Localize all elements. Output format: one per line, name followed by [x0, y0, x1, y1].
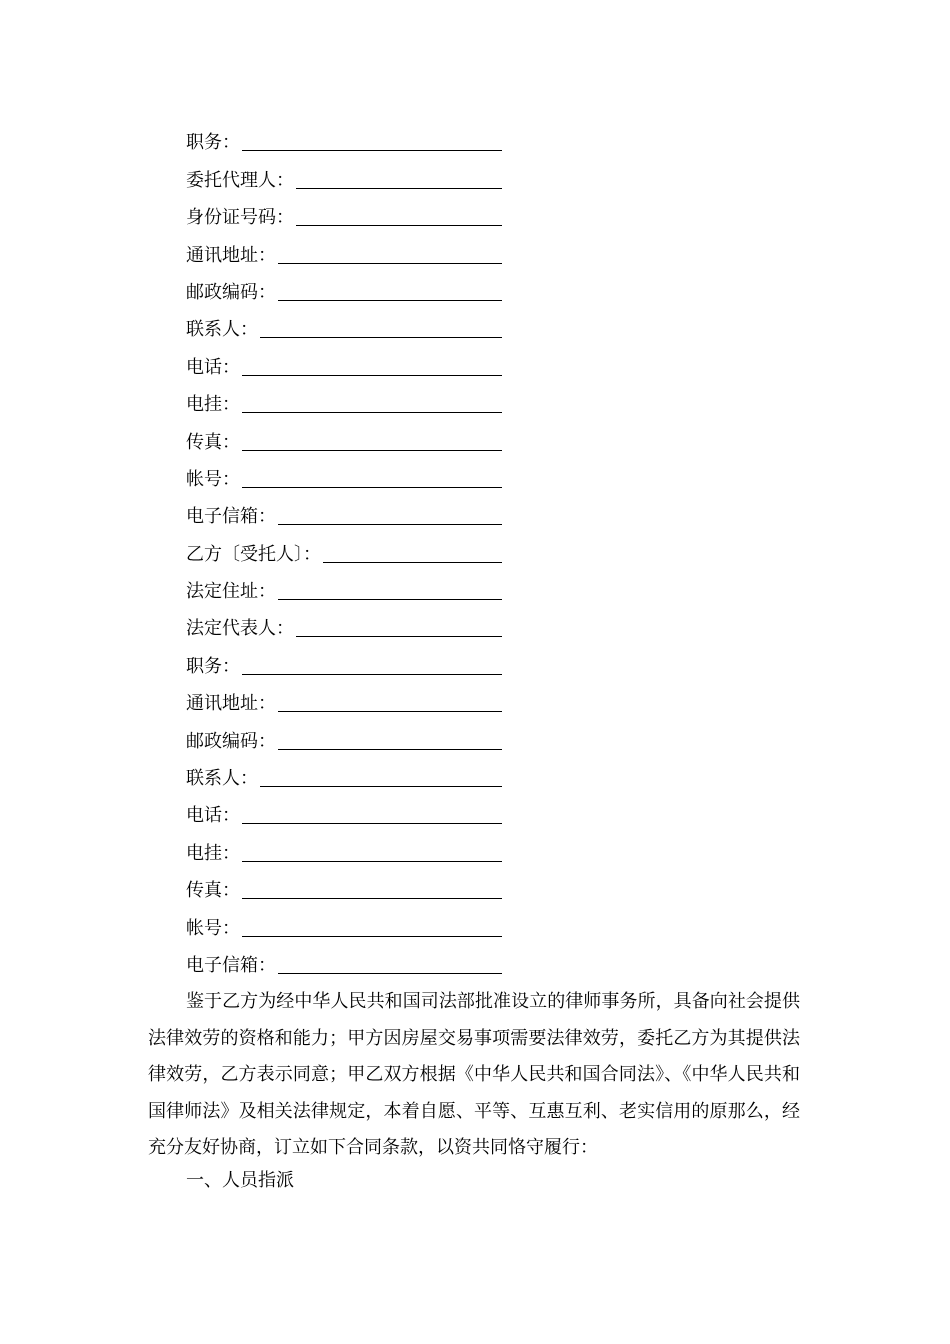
field-label: 委托代理人：: [186, 169, 294, 191]
fill-in-blank-line[interactable]: [242, 936, 502, 937]
field-row: [186, 155, 516, 192]
field-row: [186, 417, 516, 454]
field-label: 职务：: [186, 655, 240, 677]
fill-in-blank-line[interactable]: [296, 636, 502, 637]
field-label: 电挂：: [186, 394, 240, 416]
field-row: [186, 268, 516, 305]
fill-in-blank-line[interactable]: [242, 412, 502, 413]
fill-in-blank-line[interactable]: [323, 562, 502, 563]
field-label: 帐号：: [186, 468, 240, 490]
fill-in-blank-line[interactable]: [278, 263, 502, 264]
fill-in-blank-line[interactable]: [278, 599, 502, 600]
field-row: [186, 118, 516, 155]
field-label: 电话：: [186, 356, 240, 378]
field-label: 身份证号码：: [186, 207, 294, 229]
fill-in-blank-line[interactable]: [242, 823, 502, 824]
field-label: 邮政编码：: [186, 730, 276, 752]
field-label: 传真：: [186, 880, 240, 902]
fill-in-blank-line[interactable]: [278, 711, 502, 712]
field-label: 法定住址：: [186, 581, 276, 603]
field-row: [186, 679, 516, 716]
fill-in-blank-line[interactable]: [278, 973, 502, 974]
fill-in-blank-line[interactable]: [260, 337, 502, 338]
fill-in-blank-line[interactable]: [296, 225, 502, 226]
fill-in-blank-line[interactable]: [242, 898, 502, 899]
field-row: [186, 941, 516, 978]
field-row: [186, 567, 516, 604]
field-row: [186, 828, 516, 865]
field-row: [186, 342, 516, 379]
fill-in-blank-line[interactable]: [242, 861, 502, 862]
fill-in-blank-line[interactable]: [242, 375, 502, 376]
field-row: [186, 791, 516, 828]
fill-in-blank-line[interactable]: [278, 524, 502, 525]
fill-in-blank-line[interactable]: [278, 749, 502, 750]
field-label: 电挂：: [186, 842, 240, 864]
field-label: 职务：: [186, 132, 240, 154]
field-row: [186, 230, 516, 267]
fill-in-blank-line[interactable]: [242, 487, 502, 488]
section-heading: 一、人员指派: [186, 1170, 294, 1191]
field-row: [186, 716, 516, 753]
field-label: 电话：: [186, 805, 240, 827]
fill-in-blank-line[interactable]: [296, 188, 502, 189]
field-label: 通讯地址：: [186, 693, 276, 715]
field-row: [186, 455, 516, 492]
fill-in-blank-line[interactable]: [278, 300, 502, 301]
field-row: [186, 193, 516, 230]
field-label: 帐号：: [186, 917, 240, 939]
contract-fields: [186, 118, 516, 978]
field-label: 电子信箱：: [186, 954, 276, 976]
field-label: 传真：: [186, 431, 240, 453]
field-row: [186, 604, 516, 641]
field-label: 乙方〔受托人〕：: [186, 543, 321, 565]
field-row: [186, 866, 516, 903]
fill-in-blank-line[interactable]: [242, 150, 502, 151]
fill-in-blank-line[interactable]: [260, 786, 502, 787]
fill-in-blank-line[interactable]: [242, 674, 502, 675]
fill-in-blank-line[interactable]: [242, 450, 502, 451]
field-label: 电子信箱：: [186, 506, 276, 528]
field-row: [186, 380, 516, 417]
field-label: 法定代表人：: [186, 618, 294, 640]
field-row: [186, 492, 516, 529]
field-label: 通讯地址：: [186, 244, 276, 266]
field-row: [186, 754, 516, 791]
field-label: 邮政编码：: [186, 281, 276, 303]
field-row: [186, 641, 516, 678]
recital-paragraph: 鉴于乙方为经中华人民共和国司法部批准设立的律师事务所，具备向社会提供法律效劳的资格和能力；甲方因房屋交易事项需要法律效劳，委托乙方为其提供法律效劳，乙方表示同意；甲乙双方根据《中华人民共和国合同法》、《中华人民共和国律师法》及相关法律规定，本着自愿、平等、互惠互利、老实信用的原那么，经充分友好协商，订立如下合同条款，以资共同恪守履行：: [148, 991, 800, 1159]
field-row: [186, 903, 516, 940]
field-label: 联系人：: [186, 768, 258, 790]
field-row: [186, 529, 516, 566]
field-row: [186, 305, 516, 342]
field-label: 联系人：: [186, 319, 258, 341]
